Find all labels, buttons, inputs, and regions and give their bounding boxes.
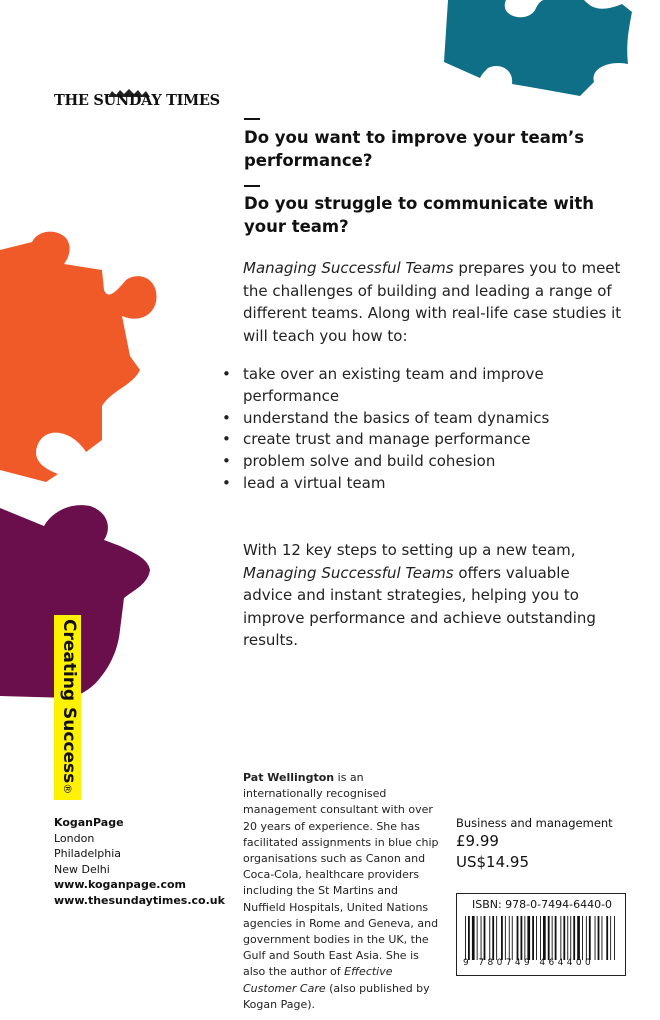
barcode-bar: [512, 916, 513, 960]
intro-paragraph: [243, 257, 623, 347]
barcode-bar: [589, 916, 591, 960]
barcode-bar: [606, 916, 608, 960]
isbn-barcode-box: [456, 893, 626, 976]
question-dash-2: [244, 185, 260, 187]
barcode-bar: [496, 916, 497, 960]
barcode-bar: [582, 916, 583, 960]
barcode-bar: [521, 916, 523, 960]
barcode-bar: [595, 916, 596, 960]
list-item: • problem solve and build cohesion: [222, 451, 622, 473]
list-item: • lead a virtual team: [222, 473, 622, 495]
barcode-bar: [477, 916, 478, 960]
publisher-city: New Delhi: [54, 862, 110, 876]
intro-text: prepares you to meet the challenges of building and leading a range of different teams. Along with real-life case studies it will teach you how to:: [243, 259, 622, 345]
category-label: Business and management: [456, 816, 613, 830]
barcode-bar: [509, 916, 510, 960]
bio-book-title: Effective Customer Care: [243, 965, 393, 995]
question-2: Do you struggle to communicate with your team?: [244, 194, 595, 236]
benefits-list: [222, 364, 622, 495]
series-title: [59, 619, 79, 794]
barcode-bar: [586, 916, 587, 960]
registered-mark: ®: [61, 783, 74, 795]
teal-puzzle-piece: [440, 0, 640, 100]
barcode-bar: [598, 916, 600, 960]
orange-piece-shape: [0, 232, 157, 482]
barcode-bar: [505, 916, 506, 960]
publisher-block: [54, 815, 254, 909]
list-item: • understand the basics of team dynamics: [222, 408, 622, 430]
barcode-bar: [465, 916, 466, 960]
list-item: • create trust and manage performance: [222, 429, 622, 451]
barcode-bar: [484, 916, 486, 960]
barcode-bar: [560, 916, 561, 960]
closing-book-title: Managing Successful Teams: [243, 563, 454, 582]
publisher-url[interactable]: www.koganpage.com: [54, 878, 187, 892]
author-name: Pat Wellington: [243, 771, 335, 784]
barcode-bar: [548, 916, 550, 960]
price-block: [456, 815, 636, 873]
publisher-name: KoganPage: [54, 816, 124, 829]
barcode-bar: [570, 916, 571, 960]
barcode-bar: [481, 916, 482, 960]
bio-text-2: (also published by Kogan Page).: [243, 981, 430, 1011]
barcode-bar: [540, 916, 541, 960]
barcode-bar: [552, 916, 553, 960]
orange-puzzle-piece: [0, 230, 175, 485]
barcode-bar: [517, 916, 519, 960]
barcode-bar: [472, 916, 475, 960]
isbn-label: ISBN: 978-0-7494-6440-0: [471, 898, 613, 911]
barcode-bar: [489, 916, 490, 960]
barcode-bar: [501, 916, 503, 960]
barcode-digits: 9 780749 464400: [463, 958, 595, 968]
publisher-city: London: [54, 831, 95, 845]
price-usd: US$14.95: [456, 853, 529, 871]
barcode-bar: [563, 916, 565, 960]
barcode-bar: [610, 916, 611, 960]
barcode-bar: [573, 916, 575, 960]
barcode-icon: [463, 916, 619, 960]
publisher-url[interactable]: www.thesundaytimes.co.uk: [54, 893, 225, 907]
newspaper-masthead: THE SUNDAY TIMES: [54, 92, 220, 109]
question-1: Do you want to improve your team’s performance?: [244, 128, 585, 170]
closing-paragraph: [243, 539, 623, 652]
barcode-bar: [527, 916, 530, 960]
barcode-bar: [543, 916, 546, 960]
teal-piece-shape: [444, 0, 632, 96]
bio-text-1: is an internationally recognised management consultant with over 20 years of experience. She has facilitated assignments in blue chip organisations such as Canon and Coca-Cola, healthcare providers including the St Martins and Nuffield Hospitals, United Nations agencies in Rome and Geneva, and government bodies in the UK, the Gulf and South East Asia. She is also the author of: [243, 771, 439, 979]
closing-lead: With 12 key steps to setting up a new team,: [243, 541, 576, 559]
closing-text: offers valuable advice and instant strategies, helping you to improve performance and achieve outstanding results.: [243, 563, 596, 649]
barcode-bar: [532, 916, 534, 960]
author-bio: [243, 770, 443, 1013]
barcode-bar: [524, 916, 525, 960]
barcode-bar: [577, 916, 580, 960]
barcode-bar: [555, 916, 557, 960]
barcode-bar: [536, 916, 537, 960]
list-item: • take over an existing team and improve performance: [222, 364, 622, 408]
publisher-city: Philadelphia: [54, 847, 122, 861]
price-gbp: £9.99: [456, 832, 499, 850]
barcode-bar: [567, 916, 568, 960]
barcode-bar: [602, 916, 603, 960]
series-name: Creating Success: [59, 619, 79, 784]
barcode-bar: [468, 916, 470, 960]
barcode-bar: [492, 916, 494, 960]
question-dash-1: [244, 118, 260, 120]
barcode-bar: [614, 916, 615, 960]
intro-book-title: Managing Successful Teams: [243, 259, 454, 277]
